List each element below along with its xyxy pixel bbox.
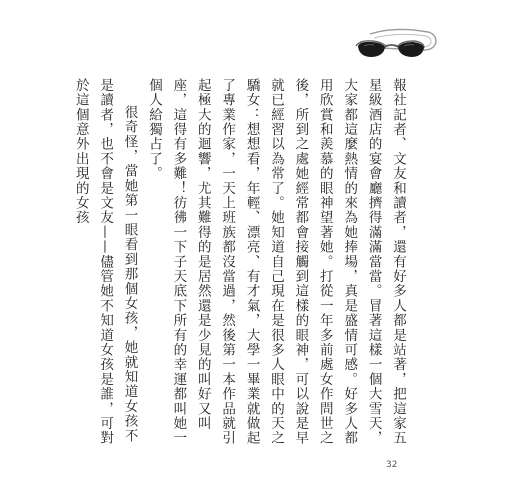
paragraph: 很奇怪，當她第一眼看到那個女孩，她就知道女孩不是讀者，也不會是文友——儘管她不知道女孩是誰，可對於這個意外出現的女孩 (72, 78, 138, 446)
sunglasses-icon (350, 24, 440, 64)
page-number: 32 (386, 460, 398, 470)
vertical-text-block (68, 78, 410, 448)
paragraph: 報社記者、文友和讀者，還有好多人都是站著，把這家五星級酒店的宴會廳擠得滿滿當當。冒著這樣一個大雪天，大家都這麼熱情的來為她捧場，真是盛情可感。好多人都用欣賞和羨慕的眼神望著她。打從一年多前處女作問世之後，所到之處她經常都會接觸到這樣的眼神，可以說是早就已經習以為常了。她知道自己現在是很多人眼中的天之驕女：想想看，年輕、漂亮、有才氣，大學一畢業就做起了專業作家，一天上班族都沒當過，然後第一本作品就引起極大的迴響，尤其難得的是居然還是少見的叫好又叫座，這得有多難！彷彿一下子天底下所有的幸運都叫她一個人給獨占了。 (145, 78, 406, 446)
